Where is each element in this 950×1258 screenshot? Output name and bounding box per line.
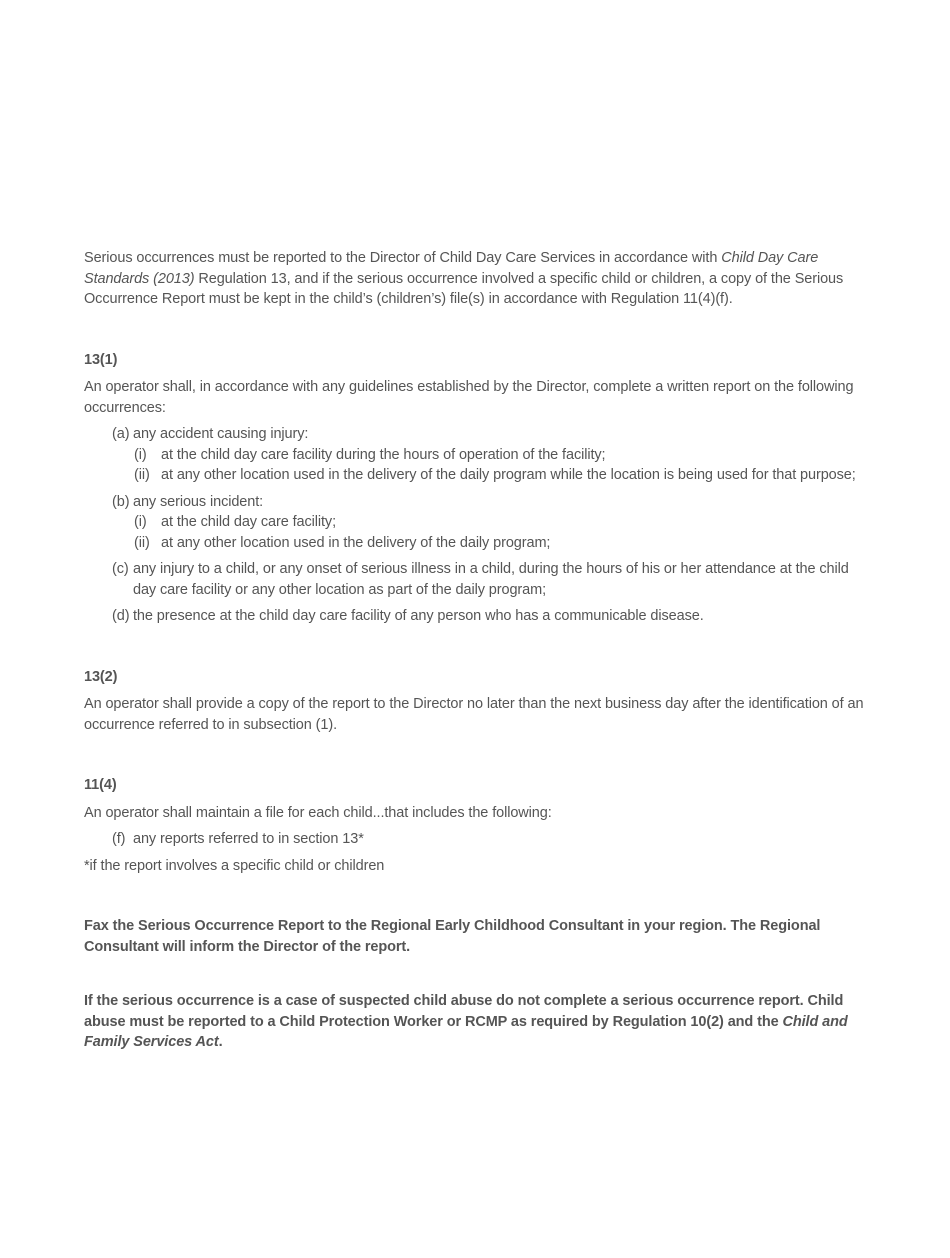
- abuse-notice-text-1: If the serious occurrence is a case of suspected child abuse do not complete a serious occurrence report. Child abuse must be reported to a Child Protection Worker or RCMP as required by Regulation 10(2) and the: [84, 993, 844, 1030]
- subclause-label: (i): [134, 446, 147, 463]
- clause-b: [84, 492, 870, 554]
- abuse-notice-act-title: Child and Family Services Act: [84, 1013, 848, 1050]
- subclause-label: (ii): [134, 534, 150, 551]
- clause-f: [84, 829, 870, 850]
- footnote: *if the report involves a specific child or children: [84, 857, 385, 874]
- intro-text-1: Serious occurrences must be reported to the Director of Child Day Care Services in accordance with: [84, 250, 722, 266]
- subclause-text: at any other location used in the delivery of the daily program while the location is being used for that purpose;: [161, 467, 856, 483]
- clause-text: any accident causing injury:: [133, 426, 309, 442]
- section-lead-11-4: An operator shall maintain a file for each child...that includes the following:: [84, 804, 552, 821]
- clause-d: [84, 606, 870, 627]
- subclause-a-ii: [84, 465, 870, 486]
- clause-a: [84, 424, 870, 486]
- section-13-1: [84, 350, 870, 627]
- clause-label: (b): [112, 493, 130, 510]
- abuse-notice: [84, 991, 870, 1053]
- section-11-4: [84, 775, 870, 876]
- subclause-label: (ii): [134, 467, 150, 483]
- section-13-2: [84, 667, 870, 736]
- clause-label: (a): [112, 426, 130, 442]
- abuse-notice-text-2: .: [218, 1034, 223, 1050]
- subclause-b-i: [84, 512, 870, 533]
- subclause-a-i: [84, 445, 870, 466]
- clause-text: any reports referred to in section 13*: [133, 831, 364, 847]
- section-heading-13-1: 13(1): [84, 351, 118, 368]
- subclause-text: at the child day care facility;: [161, 514, 337, 530]
- clause-label: (f): [112, 831, 126, 847]
- section-heading-13-2: 13(2): [84, 668, 118, 685]
- subclause-text: at any other location used in the delivery of the daily program;: [161, 534, 551, 551]
- intro-italic-title: Child Day Care Standards (2013): [84, 250, 819, 287]
- section-text-13-2: An operator shall provide a copy of the report to the Director no later than the next business day after the identification of an occurrence referred to in subsection (1).: [84, 696, 864, 733]
- clause-text: the presence at the child day care facility of any person who has a communicable disease.: [133, 608, 704, 624]
- fax-notice: Fax the Serious Occurrence Report to the Regional Early Childhood Consultant in your region. The Regional Consultant will inform the Director of the report.: [84, 918, 821, 955]
- intro-text-2: Regulation 13, and if the serious occurrence involved a specific child or children, a copy of the Serious Occurrence Report must be kept in the child’s (children’s) file(s) in accordance with Regulation 11(4)(f).: [84, 270, 844, 307]
- clause-label: (c): [112, 561, 129, 577]
- subclause-text: at the child day care facility during the hours of operation of the facility;: [161, 446, 606, 463]
- clause-c: [84, 559, 870, 600]
- subclause-label: (i): [134, 514, 147, 530]
- clause-text: any injury to a child, or any onset of serious illness in a child, during the hours of his or her attendance at the child day care facility or any other location as part of the daily program;: [133, 561, 849, 598]
- section-lead-13-1: An operator shall, in accordance with any guidelines established by the Director, complete a written report on the following occurrences:: [84, 379, 854, 416]
- section-heading-11-4: 11(4): [84, 777, 117, 793]
- clause-text: any serious incident:: [133, 493, 264, 510]
- intro-paragraph: [84, 248, 870, 310]
- clause-label: (d): [112, 608, 130, 624]
- subclause-b-ii: [84, 533, 870, 554]
